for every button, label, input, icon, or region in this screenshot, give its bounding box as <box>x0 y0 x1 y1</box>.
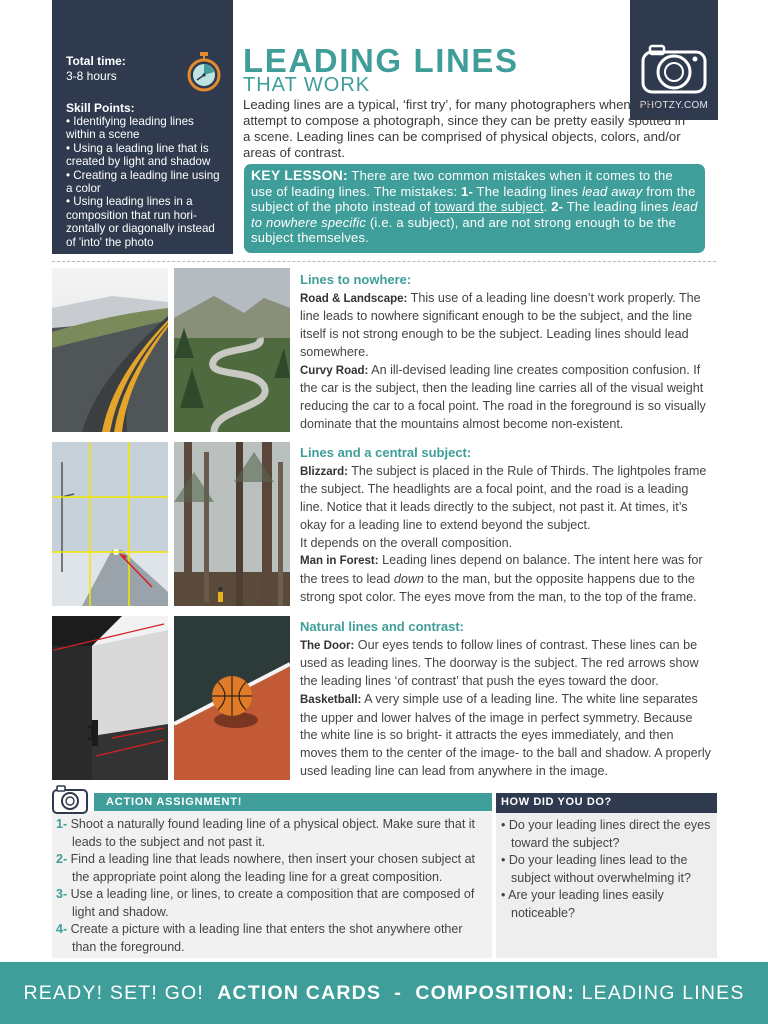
info-side-panel <box>52 0 233 254</box>
paragraph-text: The subject is placed in the Rule of Thirds. The lightpoles frame the subject. The headlights are a focal point, and the road is a leading line. Notice that it leads directly to the subject, not past it. At times, it’s okay for a leading line to extend beyond the subject. <box>300 463 707 532</box>
key-lesson-text: . <box>543 199 552 215</box>
mistake-number: 1- <box>461 183 473 199</box>
paragraph-lead: Basketball: <box>300 693 362 706</box>
skill-point: • Using a leading line that is created by light and shadow <box>66 142 223 169</box>
action-assignment-list <box>54 816 490 956</box>
assignment-number: 1- <box>56 817 68 831</box>
assignment-item <box>54 921 490 956</box>
skill-point: • Creating a leading line using a color <box>66 169 223 196</box>
intro-paragraph: Leading lines are a typical, ‘first try’, for many photographers when they attempt to compose a photograph, since they can be pretty easily spotted in a scene. Leading lines can be comprised of physical objects, colors, and/or areas of contrast. <box>243 97 686 160</box>
checklist-item: • Do your leading lines direct the eyes toward the subject? <box>500 817 714 852</box>
road-landscape-photo <box>52 268 168 432</box>
basketball-photo <box>174 616 290 780</box>
footer-series: ACTION CARDS <box>217 982 382 1004</box>
camera-icon <box>51 783 89 815</box>
assignment-text: Use a leading line, or lines, to create a composition that are composed of light and shadow. <box>67 887 475 919</box>
assignment-item <box>54 816 490 851</box>
section-paragraph <box>300 552 712 606</box>
footer-category: COMPOSITION: <box>415 982 575 1004</box>
section-central-subject <box>300 444 712 606</box>
how-did-you-do-list <box>500 817 714 922</box>
section-heading: Lines and a central subject: <box>300 445 472 460</box>
footer-separator: - <box>394 982 403 1004</box>
paragraph-lead: Road & Landscape: <box>300 292 408 305</box>
page-title: LEADING LINES <box>243 42 519 79</box>
paragraph-lead: Curvy Road: <box>300 364 369 377</box>
blizzard-photo <box>52 442 168 606</box>
man-in-forest-photo <box>174 442 290 606</box>
key-lesson-underline: toward the subject <box>434 199 544 215</box>
section-natural-lines <box>300 618 712 780</box>
section-lines-to-nowhere <box>300 271 712 433</box>
section-paragraph: It depends on the overall composition. <box>300 535 513 550</box>
skill-points-label: Skill Points: <box>66 101 135 115</box>
camera-icon <box>640 44 708 96</box>
divider <box>52 261 716 262</box>
paragraph-text: This use of a leading line doesn’t work properly. The line leads to nowhere significant enough to be the subject, and the line itself is not strong enough to be the subject. Leading lines should lead somewhere. <box>300 290 701 359</box>
section-heading: Lines to nowhere: <box>300 272 412 287</box>
section-paragraph <box>300 362 712 434</box>
key-lesson-label: KEY LESSON: <box>251 167 348 183</box>
key-lesson-text: from the subject of the photo instead of <box>251 183 696 215</box>
paragraph-text: A very simple use of a leading line. The white line separates the upper and lower halves of the image in perfect symmetry. Because the white line is so bright- it attracts the eyes immediately, and then moves them to the center of the image- to the ball and shadow. A properly used leading line can lead from anywhere in the image. <box>300 691 711 778</box>
checklist-item: • Are your leading lines easily noticeable? <box>500 887 714 922</box>
key-lesson-text: There are two common mistakes when it comes to the use of leading lines. The mistakes: <box>251 168 673 199</box>
key-lesson-text: The leading lines <box>472 183 583 199</box>
assignment-text: Create a picture with a leading line that enters the shot anywhere other than the foreground. <box>67 922 463 954</box>
assignment-number: 3- <box>56 887 68 901</box>
stopwatch-icon <box>186 50 222 92</box>
brand-name: PHOTZY.COM <box>639 100 709 111</box>
total-time-value: 3-8 hours <box>66 69 117 83</box>
key-lesson-emphasis: lead away <box>582 183 643 199</box>
curvy-road-photo <box>174 268 290 432</box>
page-subtitle: THAT WORK <box>243 74 371 96</box>
action-assignment-title: ACTION ASSIGNMENT! <box>94 793 492 811</box>
section-paragraph <box>300 463 712 535</box>
door-photo <box>52 616 168 780</box>
paragraph-text: An ill-devised leading line creates composition confusion. If the car is the subject, then the leading line carries all of the visual weight reducing the car to a focal point. The road in the foreground is so visually dominate that the mountains almost become non-existent. <box>300 362 706 431</box>
key-lesson-emphasis: lead to nowhere specific <box>251 199 698 230</box>
footer-topic: LEADING LINES <box>581 982 745 1004</box>
section-paragraph <box>300 290 712 362</box>
key-lesson-box <box>244 164 705 253</box>
door-number: 1 <box>86 720 99 745</box>
skill-points-list <box>66 115 223 249</box>
paragraph-lead: The Door: <box>300 639 355 652</box>
how-did-you-do-title: HOW DID YOU DO? <box>496 793 717 813</box>
checklist-item: • Do your leading lines lead to the subject without overwhelming it? <box>500 852 714 887</box>
assignment-text: Find a leading line that leads nowhere, then insert your chosen subject at the appropriate point along the leading line for a great composition. <box>67 852 476 884</box>
section-paragraph <box>300 691 712 781</box>
assignment-item <box>54 886 490 921</box>
skill-point: • Using leading lines in a composition that run hori-zontally or diagonally instead of 'into' the photo <box>66 195 223 249</box>
paragraph-text: Leading lines depend on balance. The intent here was for the trees to lead <box>300 553 703 586</box>
paragraph-text: Our eyes tends to follow lines of contrast. These lines can be used as leading lines. The doorway is the subject. The red arrows show the leading lines ‘of contrast’ that push the eyes toward the door. <box>300 637 699 689</box>
assignment-text: Shoot a naturally found leading line of a physical object. Make sure that it leads to the subject and not past it. <box>67 817 476 849</box>
paragraph-text: to the man, but the opposite happens due to the strong spot color. The eyes move from the man, to the top of the frame. <box>300 571 697 604</box>
assignment-number: 4- <box>56 922 68 936</box>
key-lesson-text: The leading lines <box>563 199 673 215</box>
mistake-number: 2- <box>551 199 564 215</box>
paragraph-lead: Blizzard: <box>300 465 348 478</box>
footer-tagline: READY! SET! GO! <box>23 982 204 1004</box>
key-lesson-text: (i.e. a subject), and are not strong enough to be the subject themselves. <box>251 214 677 246</box>
paragraph-lead: Man in Forest: <box>300 555 379 568</box>
assignment-number: 2- <box>56 852 68 866</box>
footer-banner <box>0 962 768 1024</box>
section-heading: Natural lines and contrast: <box>300 619 464 634</box>
section-paragraph <box>300 637 712 691</box>
assignment-item <box>54 851 490 886</box>
total-time-label: Total time: <box>66 54 126 68</box>
skill-point: • Identifying leading lines within a scene <box>66 115 223 142</box>
paragraph-emphasis: down <box>393 571 424 586</box>
